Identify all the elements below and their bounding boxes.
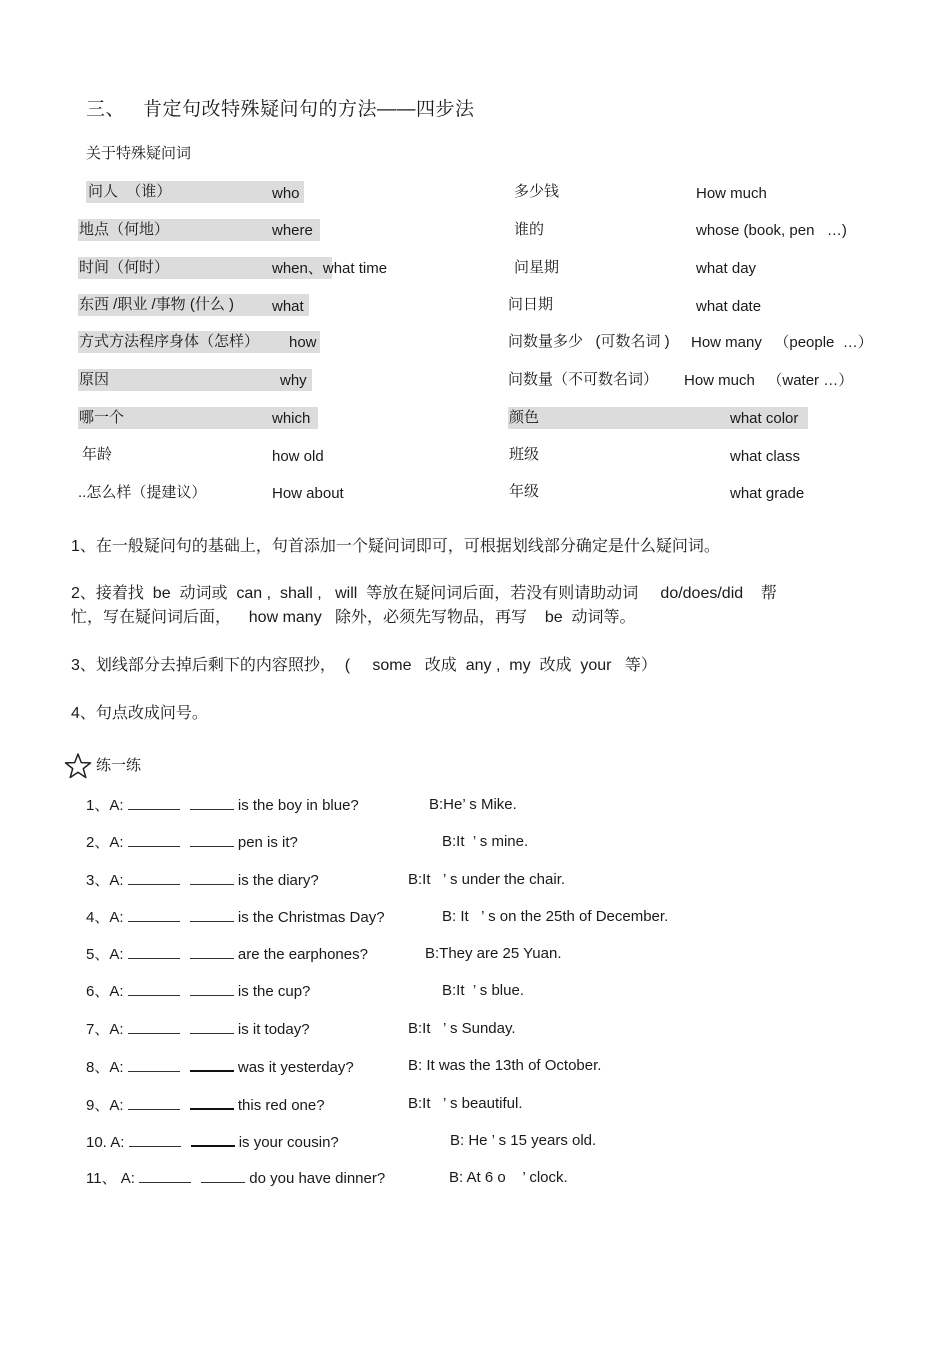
table-left-en: where (272, 222, 313, 239)
answer-blank[interactable] (128, 944, 180, 959)
row-highlight (78, 369, 312, 391)
star-icon (64, 752, 92, 780)
table-left-cn: ..怎么样（提建议） (78, 484, 207, 501)
table-left-cn: 原因 (79, 371, 110, 388)
answer-text: B:It ’ s blue. (442, 982, 524, 999)
answer-text: B:It ’ s beautiful. (408, 1095, 523, 1112)
step-4: 4、句点改成问号。 (71, 705, 208, 722)
answer-blank[interactable] (190, 944, 234, 959)
table-left-cn: 年龄 (82, 446, 113, 463)
table-right-cn: 颜色 (509, 409, 540, 426)
practice-heading: 练一练 (96, 757, 142, 774)
table-right-cn: 多少钱 (514, 183, 560, 200)
item-number: 2、A: (86, 834, 128, 851)
practice-item (86, 1168, 385, 1189)
question-text: are the earphones? (233, 946, 368, 963)
table-left-cn: 东西 /职业 /事物 (什么 ) (79, 296, 234, 313)
table-left-en: what (272, 298, 304, 315)
question-text: is the diary? (233, 872, 319, 889)
table-left-cn: 时间（何时） (79, 259, 170, 276)
answer-blank[interactable] (129, 1132, 181, 1147)
answer-blank[interactable] (190, 1019, 234, 1034)
step-1: 1、在一般疑问句的基础上，句首添加一个疑问词即可，可根据划线部分确定是什么疑问词。 (71, 538, 720, 555)
question-text: is it today? (233, 1021, 310, 1038)
item-number: 8、A: (86, 1059, 128, 1076)
table-right-cn: 问数量（不可数名词） (508, 371, 659, 388)
answer-blank[interactable] (190, 832, 234, 847)
item-number: 10. A: (86, 1134, 129, 1151)
answer-text: B:It ’ s Sunday. (408, 1020, 516, 1037)
answer-text: B: It was the 13th of October. (408, 1057, 602, 1074)
section-subtitle: 关于特殊疑问词 (86, 145, 192, 162)
table-right-en: How many （people …） (691, 334, 873, 351)
answer-text: B:They are 25 Yuan. (425, 945, 562, 962)
table-left-en: how old (272, 448, 324, 465)
item-number: 7、A: (86, 1021, 128, 1038)
practice-item (86, 1019, 310, 1040)
answer-blank[interactable] (190, 1094, 234, 1110)
answer-blank[interactable] (128, 907, 180, 922)
item-number: 1、A: (86, 797, 128, 814)
question-text: is the boy in blue? (233, 797, 359, 814)
table-left-en: how (289, 334, 317, 351)
answer-blank[interactable] (128, 981, 180, 996)
practice-item (86, 870, 319, 891)
practice-item (86, 981, 310, 1002)
table-left-en: who (272, 185, 300, 202)
table-right-cn: 问星期 (514, 259, 560, 276)
answer-text: B:It ’ s mine. (442, 833, 529, 850)
answer-text: B:He’ s Mike. (429, 796, 517, 813)
answer-blank[interactable] (128, 1019, 180, 1034)
question-text: this red one? (233, 1097, 325, 1114)
answer-blank[interactable] (128, 1095, 180, 1110)
item-number: 6、A: (86, 983, 128, 1000)
step-2-line1: 2、接着找 be 动词或 can , shall , will 等放在疑问词后面，若没有则请助动词 do/does/did 帮 (71, 585, 777, 602)
question-text: was it yesterday? (233, 1059, 354, 1076)
answer-text: B: It ’ s on the 25th of December. (442, 908, 669, 925)
item-number: 3、A: (86, 872, 128, 889)
question-text: pen is it? (233, 834, 298, 851)
answer-text: B: At 6 o ’ clock. (449, 1169, 568, 1186)
table-right-cn: 班级 (509, 446, 540, 463)
practice-item (86, 944, 368, 965)
table-left-en: which (272, 410, 311, 427)
answer-blank[interactable] (128, 832, 180, 847)
table-right-en: whose (book, pen …) (696, 222, 847, 239)
table-left-en: How about (272, 485, 344, 502)
table-right-cn: 年级 (509, 483, 540, 500)
practice-item (86, 832, 298, 853)
table-right-cn: 谁的 (514, 221, 545, 238)
answer-text: B: He ’ s 15 years old. (450, 1132, 597, 1149)
table-right-en: what date (696, 298, 762, 315)
item-number: 9、A: (86, 1097, 128, 1114)
practice-item (86, 907, 385, 928)
table-left-en: why (280, 372, 307, 389)
table-left-en: when、what time (272, 260, 388, 277)
table-right-en: what class (730, 448, 801, 465)
table-right-cn: 问日期 (508, 296, 554, 313)
table-right-en: How much （water …） (684, 372, 854, 389)
question-text: is the Christmas Day? (233, 909, 385, 926)
section-number: 三、 (86, 99, 126, 120)
table-right-en: what grade (730, 485, 805, 502)
table-left-cn: 方式方法程序身体（怎样） (79, 333, 260, 350)
practice-item (86, 1056, 354, 1078)
table-left-cn: 问人 （谁） (88, 183, 172, 200)
practice-item (86, 795, 359, 816)
answer-blank[interactable] (190, 870, 234, 885)
answer-text: B:It ’ s under the chair. (408, 871, 566, 888)
item-number: 4、A: (86, 909, 128, 926)
table-left-cn: 地点（何地） (79, 221, 170, 238)
table-right-en: what day (696, 260, 757, 277)
table-right-en: How much (696, 185, 767, 202)
answer-blank[interactable] (191, 1131, 235, 1147)
answer-blank[interactable] (190, 907, 234, 922)
question-text: is the cup? (233, 983, 311, 1000)
table-left-cn: 哪一个 (79, 409, 125, 426)
answer-blank[interactable] (190, 1056, 234, 1072)
table-right-en: what color (730, 410, 799, 427)
step-3: 3、划线部分去掉后剩下的内容照抄， ( some 改成 any , my 改成 your 等） (71, 657, 657, 674)
answer-blank[interactable] (139, 1168, 191, 1183)
item-number: 11、 A: (86, 1170, 140, 1187)
step-2-line2: 忙，写在疑问词后面， how many 除外，必须先写物品，再写 be 动词等。 (71, 609, 636, 626)
answer-blank[interactable] (201, 1168, 245, 1183)
section-title: 肯定句改特殊疑问句的方法——四步法 (143, 99, 475, 120)
answer-blank[interactable] (128, 870, 180, 885)
practice-item (86, 1131, 339, 1153)
table-right-cn: 问数量多少 (可数名词 ) (508, 333, 670, 350)
question-text: do you have dinner? (245, 1170, 386, 1187)
answer-blank[interactable] (190, 981, 234, 996)
answer-blank[interactable] (128, 795, 180, 810)
answer-blank[interactable] (190, 795, 234, 810)
question-text: is your cousin? (234, 1134, 339, 1151)
practice-item (86, 1094, 325, 1116)
answer-blank[interactable] (128, 1057, 180, 1072)
item-number: 5、A: (86, 946, 128, 963)
